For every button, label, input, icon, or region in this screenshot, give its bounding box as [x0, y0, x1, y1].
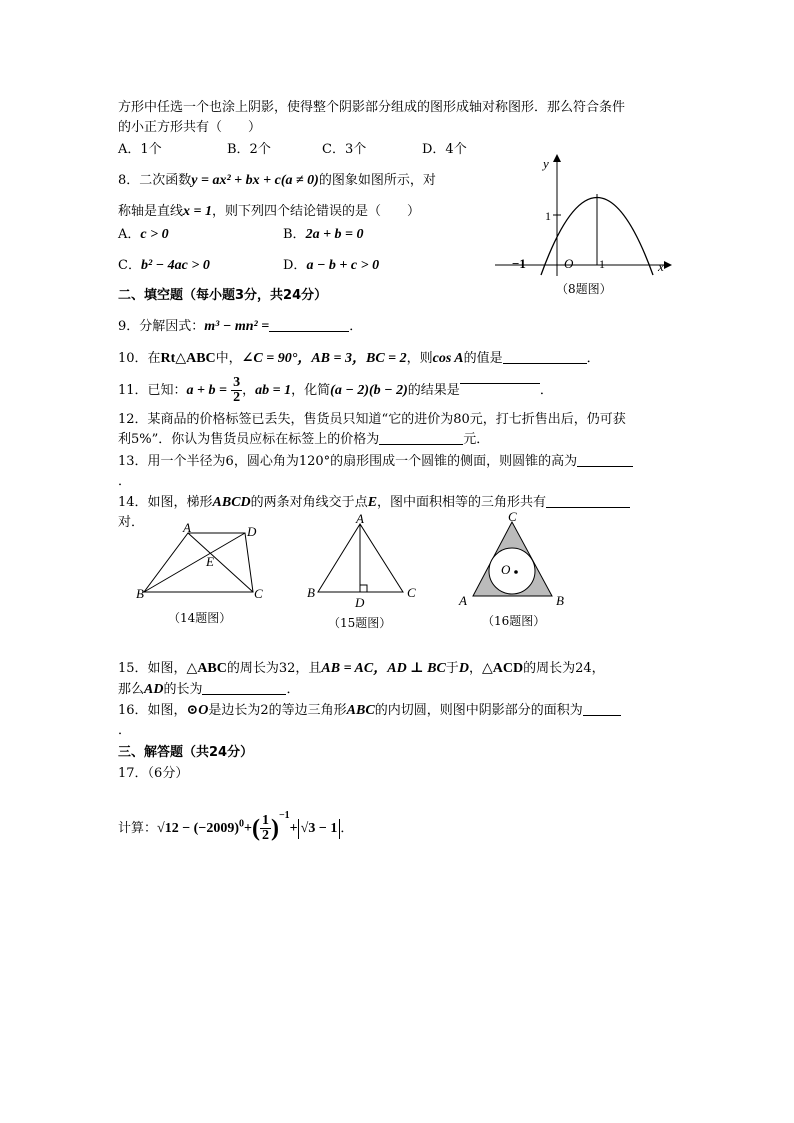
q10-prefix: 10．在 [118, 351, 161, 366]
q7-option-a: A．1个 [118, 142, 162, 157]
q17-fraction [260, 814, 271, 843]
q7-option-d: D．4个 [422, 142, 467, 157]
q14-trapezoid-name: ABCD [212, 495, 251, 510]
q10-mid1: 中， [215, 351, 242, 366]
q7-line1: 方形中任选一个也涂上阴影，使得整个阴影部分组成的图形成轴对称图形．那么符合条件 [118, 100, 626, 115]
q15-line2 [118, 681, 300, 699]
q9-answer-blank[interactable] [269, 318, 349, 332]
q8-option-c [118, 257, 210, 275]
q17-numerator: 1 [261, 813, 269, 828]
q17-left-paren: ( [251, 815, 260, 842]
fig16-label-o: O [501, 562, 511, 577]
q16-triangle: ABC [346, 703, 375, 718]
q15-line2-prefix: 那么 [118, 682, 145, 697]
fig15-triangle [300, 512, 430, 612]
fig16-incircle [455, 510, 575, 610]
origin-label: O [564, 256, 574, 271]
q17-prefix: 计算： [118, 821, 158, 836]
fig15-label-b: B [307, 585, 315, 600]
x-label: x [658, 259, 664, 274]
section-3-title: 三、解答题（共24分） [118, 745, 254, 760]
q8-option-c-label: C． [118, 258, 141, 273]
q8-option-b-label: B． [283, 227, 306, 242]
fig15-label-d: D [355, 595, 365, 610]
q8-option-b [283, 226, 364, 244]
y-tick-label: 1 [545, 209, 551, 223]
q17-plus2: + [289, 821, 298, 836]
q13-line1 [118, 453, 633, 471]
q8-option-b-expr: 2a + b = 0 [305, 227, 364, 242]
q9 [118, 318, 362, 336]
q9-suffix: ． [349, 319, 363, 334]
q14-prefix: 14．如图，梯形 [118, 495, 213, 510]
q14-answer-blank[interactable] [546, 494, 630, 508]
fig16-label-a: A [459, 593, 467, 608]
q8-prefix: 8．二次函数 [118, 173, 192, 188]
q11-expr1: a + b = [186, 383, 228, 398]
q15-line2-suffix: 的长为 [163, 682, 203, 697]
q9-expression: m³ − mn² = [204, 319, 270, 334]
q8-line2-prefix: 称轴是直线 [118, 204, 184, 219]
q8-formula: y = ax² + bx + c(a ≠ 0) [191, 173, 319, 188]
q14-suffix: ，图中面积相等的三角形共有 [377, 495, 547, 510]
q15-answer-blank[interactable] [202, 681, 286, 695]
q11-denominator: 2 [233, 390, 241, 405]
fig16-caption: （16题图） [482, 614, 546, 628]
q15-mid1: 的周长为32，且 [226, 661, 322, 676]
q15-end: ． [286, 682, 300, 697]
q16-line1 [118, 702, 621, 720]
q17-expression [118, 796, 354, 843]
q15-segment: AD [144, 682, 164, 697]
q17-right-paren: ) [270, 815, 279, 842]
q8-line1 [118, 172, 436, 190]
q8-line2 [118, 203, 420, 221]
q13-answer-blank[interactable] [577, 453, 633, 467]
fig14-label-d: D [247, 524, 257, 539]
q8-line2-suffix: ，则下列四个结论错误的是（ ） [212, 204, 421, 219]
fig8-caption: （8题图） [556, 282, 612, 296]
q10-suffix: 的值是 [463, 351, 503, 366]
q15-suffix: 的周长为24， [523, 661, 605, 676]
q10-ask: cos A [432, 351, 464, 366]
q8-option-a-expr: c > 0 [140, 227, 169, 242]
q13-text: 13．用一个半径为6，圆心角为120°的扇形围成一个圆锥的侧面，则圆锥的高为 [118, 454, 578, 469]
q15-condition: AB = AC，AD ⊥ BC [321, 661, 446, 676]
q11-expr2: ab = 1 [255, 383, 292, 398]
q11-sep: ， [242, 383, 256, 398]
q14-mid: 的两条对角线交于点 [250, 495, 368, 510]
q7-option-c: C．3个 [322, 142, 367, 157]
q17-denominator: 2 [261, 828, 269, 843]
q7-line2: 的小正方形共有（ ） [118, 120, 262, 135]
q15-prefix: 15．如图， [118, 661, 187, 676]
q16-suffix: 的内切圆，则图中阴影部分的面积为 [374, 703, 583, 718]
fig14-label-e: E [206, 554, 214, 569]
q15-line1 [118, 660, 605, 678]
q16-mid: 是边长为2的等边三角形 [208, 703, 347, 718]
section-2-title: 二、填空题（每小题3分，共24分） [118, 288, 328, 303]
q7-option-b: B．2个 [227, 142, 271, 157]
q10-end: ． [586, 351, 600, 366]
q12-end: 元． [463, 432, 490, 447]
q16-prefix: 16．如图， [118, 703, 187, 718]
q12-answer-blank[interactable] [379, 431, 463, 445]
q16-circle: ⊙O [186, 703, 209, 718]
q8-option-a [118, 226, 169, 244]
neg-one-label: −1 [512, 256, 526, 271]
q11-numerator: 3 [233, 375, 241, 390]
q14-line2: 对． [118, 515, 145, 530]
fig14-label-c: C [254, 586, 263, 601]
q12-line2 [118, 431, 489, 449]
fig15-label-c: C [407, 585, 416, 600]
q11-fraction [231, 376, 242, 405]
q11-suffix: 的结果是 [407, 383, 460, 398]
q8-option-d-expr: a − b + c > 0 [306, 258, 380, 273]
x-tick-label: 1 [599, 257, 605, 271]
q16-answer-blank[interactable] [583, 702, 621, 716]
fig14-label-a: A [183, 520, 191, 535]
q13-line2: ． [118, 474, 132, 489]
q11-mid: ，化简 [291, 383, 331, 398]
q8-parabola-graph [490, 150, 680, 280]
q10 [118, 350, 600, 368]
q11-prefix: 11．已知： [118, 383, 187, 398]
q10-mid2: ，则 [406, 351, 433, 366]
fig16-label-b: B [556, 593, 564, 608]
fig14-label-b: B [136, 586, 144, 601]
q8-option-d [283, 257, 379, 275]
q17-plus: + [243, 821, 252, 836]
fig16-label-c: C [508, 510, 517, 524]
q10-cond1: ∠C = 90°， [241, 351, 312, 366]
fig15-caption: （15题图） [328, 616, 392, 630]
q8-axis-equation: x = 1 [183, 204, 212, 219]
q17-exponent-neg-one: −1 [278, 810, 290, 821]
q14-point: E [367, 495, 378, 510]
q15-triangle1: △ABC [186, 661, 227, 676]
q10-cond3: BC = 2 [365, 351, 407, 366]
y-label: y [543, 156, 549, 171]
q11-answer-blank[interactable] [460, 370, 540, 384]
q15-mid2: 于 [445, 661, 459, 676]
fig14-caption: （14题图） [168, 611, 232, 625]
q10-cond2: AB = 3， [311, 351, 366, 366]
fig15-label-a: A [356, 512, 364, 526]
q8-suffix: 的图象如图所示，对 [318, 173, 436, 188]
q8-option-d-label: D． [283, 258, 307, 273]
q10-triangle: Rt△ABC [160, 351, 216, 366]
q15-triangle2: △ACD [481, 661, 524, 676]
q17-end: ． [340, 821, 354, 836]
q8-option-a-label: A． [118, 227, 141, 242]
q11 [118, 370, 553, 406]
q17-heading: 17．（6分） [118, 766, 189, 781]
q15-point: D [458, 661, 469, 676]
q17-exponent-zero: 0 [238, 818, 244, 830]
q15-mid3: ， [468, 661, 482, 676]
q11-end: ． [539, 383, 553, 398]
fig14-trapezoid [132, 520, 272, 605]
q8-option-c-expr: b² − 4ac > 0 [140, 258, 210, 273]
q12-line1: 12．某商品的价格标签已丢失，售货员只知道“它的进价为80元，打七折售出后，仍可获 [118, 412, 626, 427]
q12-line2-text: 利5%”．你认为售货员应标在标签上的价格为 [118, 432, 380, 447]
q16-line2: ． [118, 723, 132, 738]
q9-prefix: 9．分解因式： [118, 319, 205, 334]
q11-expr3: (a − 2)(b − 2) [330, 383, 408, 398]
q17-absolute-value: √3 − 1 [298, 819, 341, 839]
q17-term1: √12 − (−2009) [157, 821, 239, 836]
q10-answer-blank[interactable] [503, 350, 587, 364]
